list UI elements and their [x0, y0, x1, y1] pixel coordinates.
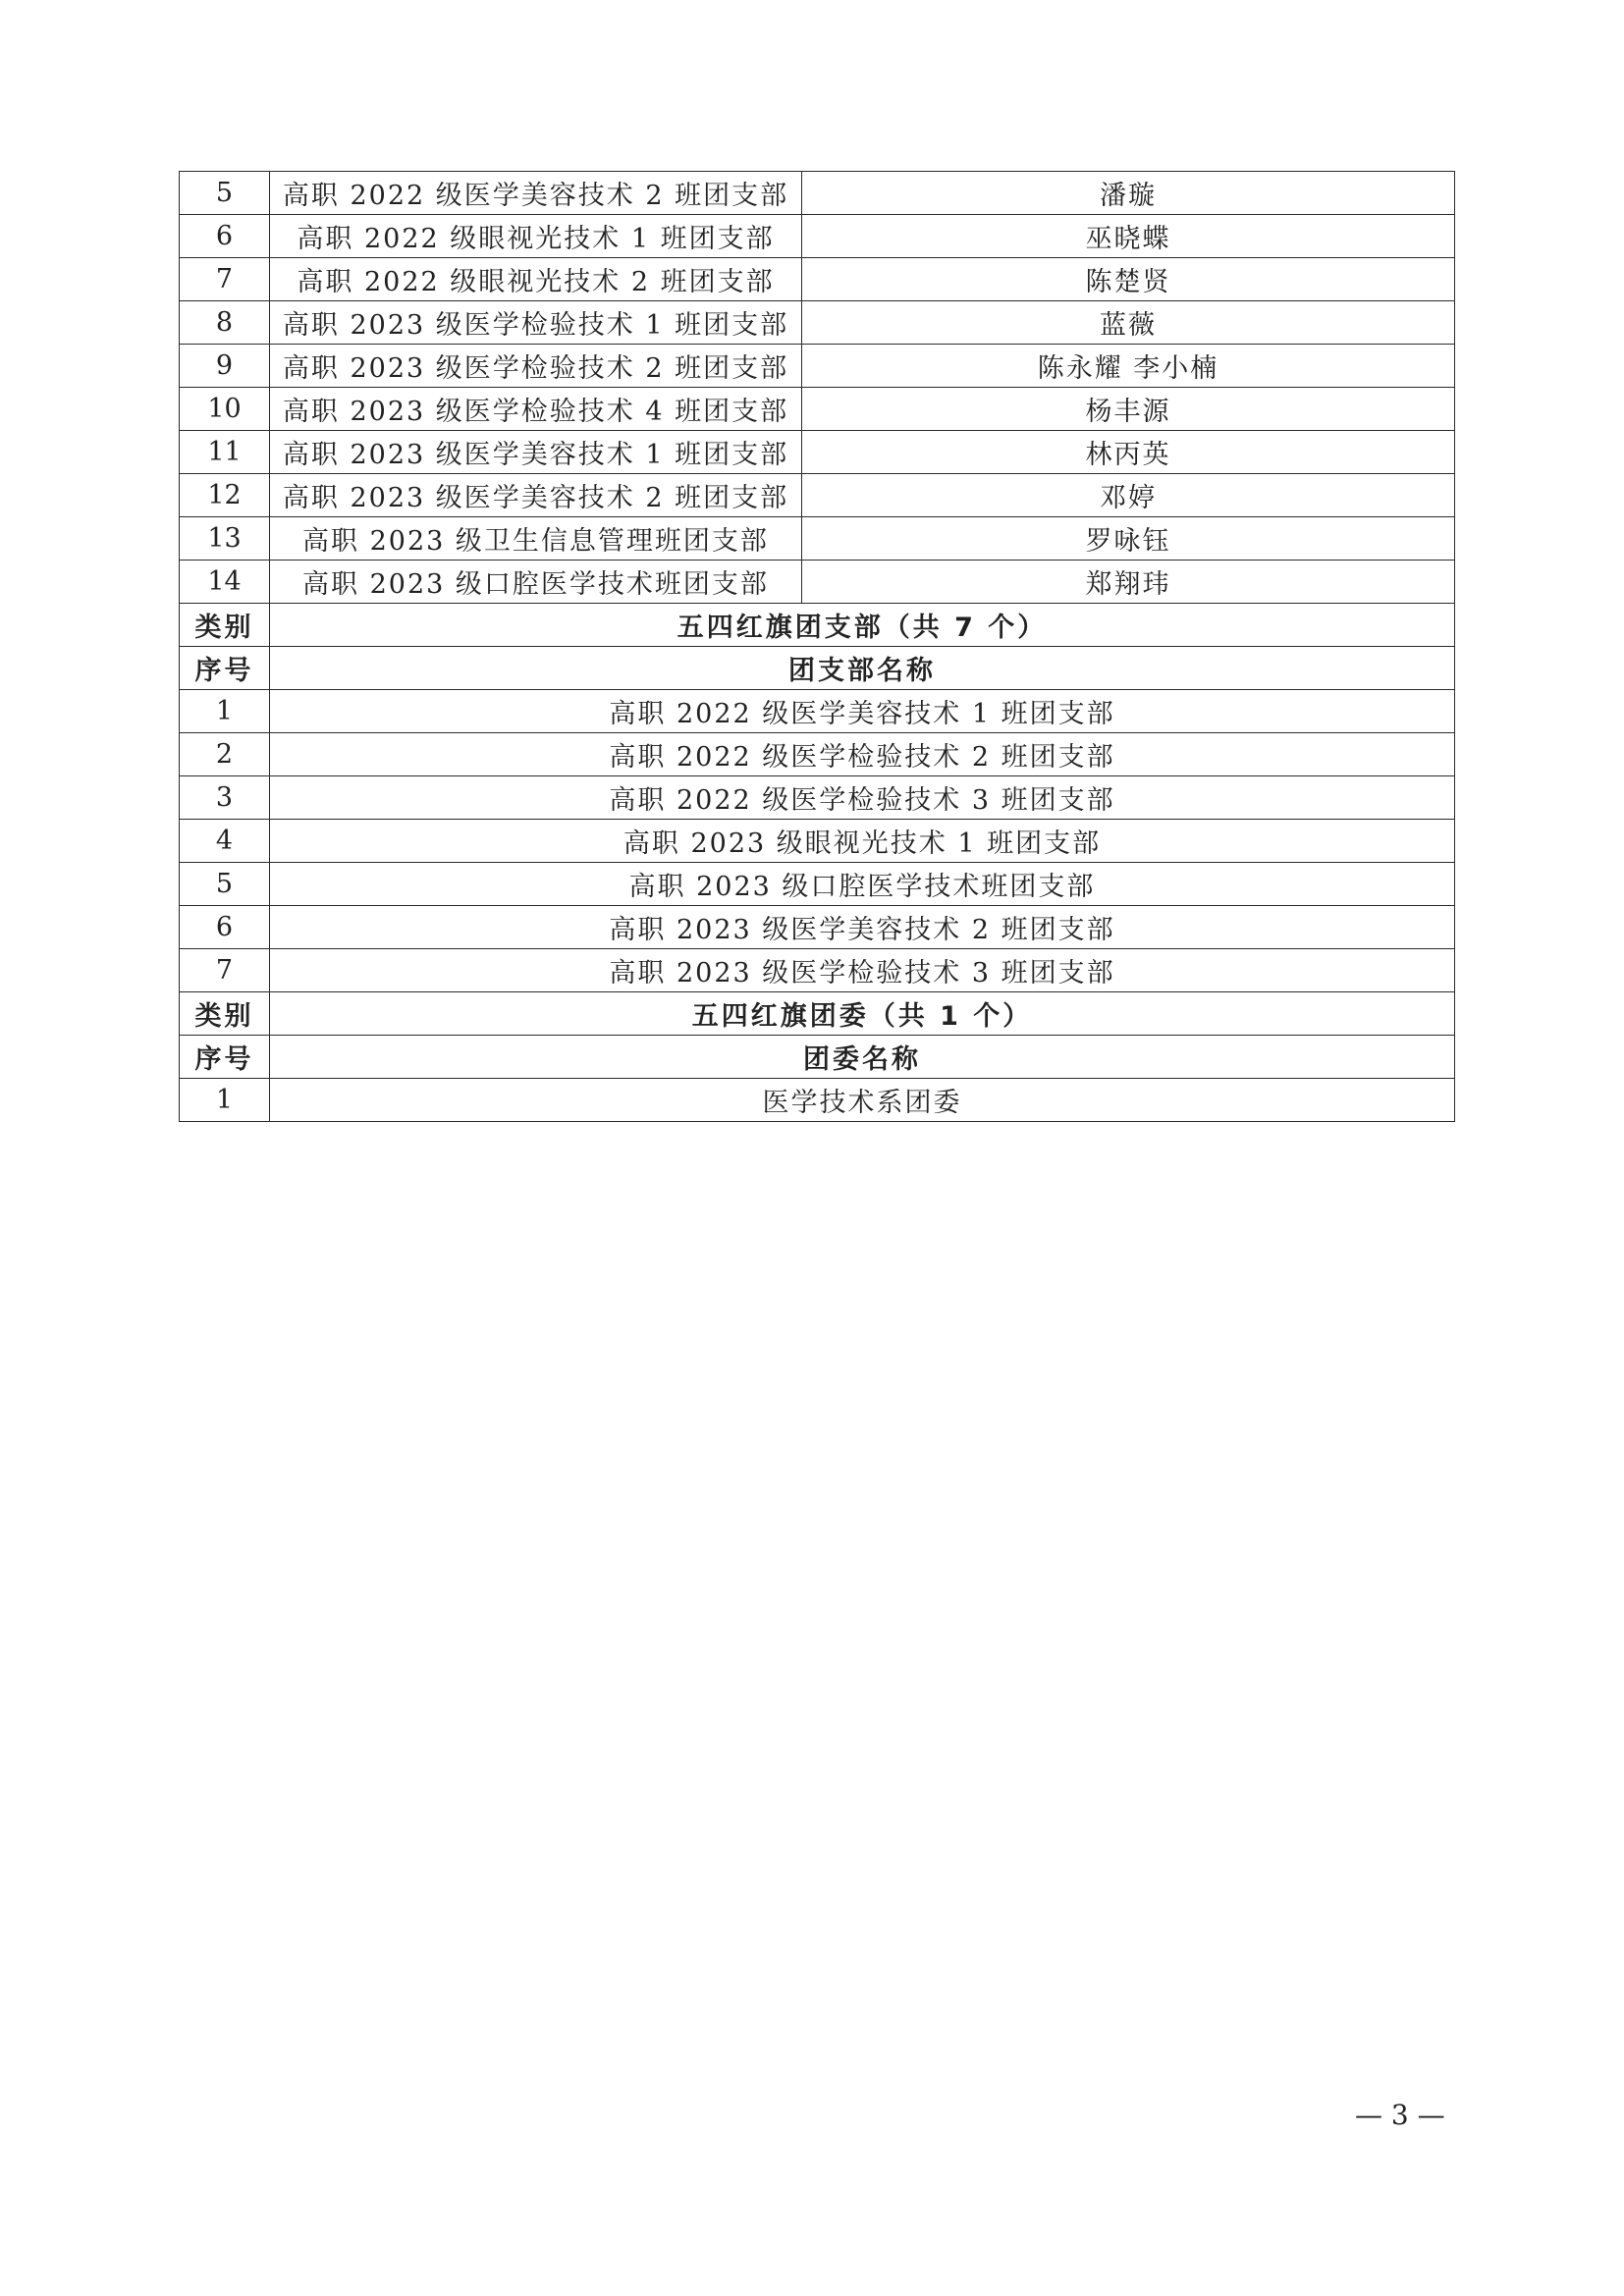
- person-name: 蓝薇: [802, 301, 1455, 345]
- unit-name: 高职 2022 级医学美容技术 1 班团支部: [270, 690, 1455, 733]
- table-row: [180, 949, 1455, 992]
- table-row: [180, 820, 1455, 863]
- branch-name: 高职 2023 级医学美容技术 1 班团支部: [270, 431, 802, 474]
- branch-name: 高职 2022 级医学美容技术 2 班团支部: [270, 172, 802, 215]
- table-row: [180, 1079, 1455, 1122]
- category-title: 五四红旗团委（共 1 个）: [270, 992, 1455, 1036]
- row-index: 1: [180, 1079, 270, 1122]
- table-row: [180, 474, 1455, 517]
- branch-name: 高职 2022 级眼视光技术 2 班团支部: [270, 258, 802, 301]
- table-row: [180, 733, 1455, 776]
- row-index: 13: [180, 517, 270, 561]
- row-index: 1: [180, 690, 270, 733]
- row-index: 10: [180, 388, 270, 431]
- person-name: 陈永耀 李小楠: [802, 345, 1455, 388]
- column-header-row: [180, 647, 1455, 690]
- table-row: [180, 690, 1455, 733]
- category-label: 类别: [180, 604, 270, 647]
- unit-name: 高职 2022 级医学检验技术 3 班团支部: [270, 776, 1455, 820]
- unit-name: 高职 2023 级眼视光技术 1 班团支部: [270, 820, 1455, 863]
- table-row: [180, 906, 1455, 949]
- table-row: [180, 345, 1455, 388]
- table-row: [180, 258, 1455, 301]
- person-name: 潘璇: [802, 172, 1455, 215]
- unit-name: 高职 2023 级口腔医学技术班团支部: [270, 863, 1455, 906]
- person-name: 杨丰源: [802, 388, 1455, 431]
- name-header: 团委名称: [270, 1036, 1455, 1079]
- table-row: [180, 517, 1455, 561]
- person-name: 陈楚贤: [802, 258, 1455, 301]
- unit-name: 医学技术系团委: [270, 1079, 1455, 1122]
- branch-name: 高职 2023 级医学检验技术 2 班团支部: [270, 345, 802, 388]
- category-title: 五四红旗团支部（共 7 个）: [270, 604, 1455, 647]
- branch-name: 高职 2023 级医学检验技术 4 班团支部: [270, 388, 802, 431]
- award-list-table: [179, 171, 1455, 1122]
- table-row: [180, 776, 1455, 820]
- row-index: 12: [180, 474, 270, 517]
- row-index: 7: [180, 258, 270, 301]
- name-header: 团支部名称: [270, 647, 1455, 690]
- row-index: 11: [180, 431, 270, 474]
- row-index: 4: [180, 820, 270, 863]
- row-index: 2: [180, 733, 270, 776]
- unit-name: 高职 2022 级医学检验技术 2 班团支部: [270, 733, 1455, 776]
- row-index: 9: [180, 345, 270, 388]
- row-index: 6: [180, 906, 270, 949]
- branch-name: 高职 2023 级医学美容技术 2 班团支部: [270, 474, 802, 517]
- row-index: 14: [180, 561, 270, 604]
- person-name: 林丙英: [802, 431, 1455, 474]
- branch-name: 高职 2022 级眼视光技术 1 班团支部: [270, 215, 802, 258]
- index-header: 序号: [180, 647, 270, 690]
- person-name: 邓婷: [802, 474, 1455, 517]
- person-name: 罗咏钰: [802, 517, 1455, 561]
- person-name: 郑翔玮: [802, 561, 1455, 604]
- table-row: [180, 561, 1455, 604]
- table-row: [180, 863, 1455, 906]
- row-index: 7: [180, 949, 270, 992]
- row-index: 3: [180, 776, 270, 820]
- row-index: 6: [180, 215, 270, 258]
- category-header-row: [180, 992, 1455, 1036]
- award-list-body: [180, 172, 1455, 1122]
- row-index: 8: [180, 301, 270, 345]
- category-header-row: [180, 604, 1455, 647]
- page-number: — 3 —: [1355, 2099, 1445, 2131]
- table-row: [180, 431, 1455, 474]
- column-header-row: [180, 1036, 1455, 1079]
- table-row: [180, 301, 1455, 345]
- unit-name: 高职 2023 级医学检验技术 3 班团支部: [270, 949, 1455, 992]
- row-index: 5: [180, 172, 270, 215]
- branch-name: 高职 2023 级口腔医学技术班团支部: [270, 561, 802, 604]
- table-row: [180, 388, 1455, 431]
- branch-name: 高职 2023 级卫生信息管理班团支部: [270, 517, 802, 561]
- unit-name: 高职 2023 级医学美容技术 2 班团支部: [270, 906, 1455, 949]
- branch-name: 高职 2023 级医学检验技术 1 班团支部: [270, 301, 802, 345]
- row-index: 5: [180, 863, 270, 906]
- category-label: 类别: [180, 992, 270, 1036]
- table-row: [180, 172, 1455, 215]
- index-header: 序号: [180, 1036, 270, 1079]
- person-name: 巫晓蝶: [802, 215, 1455, 258]
- table-row: [180, 215, 1455, 258]
